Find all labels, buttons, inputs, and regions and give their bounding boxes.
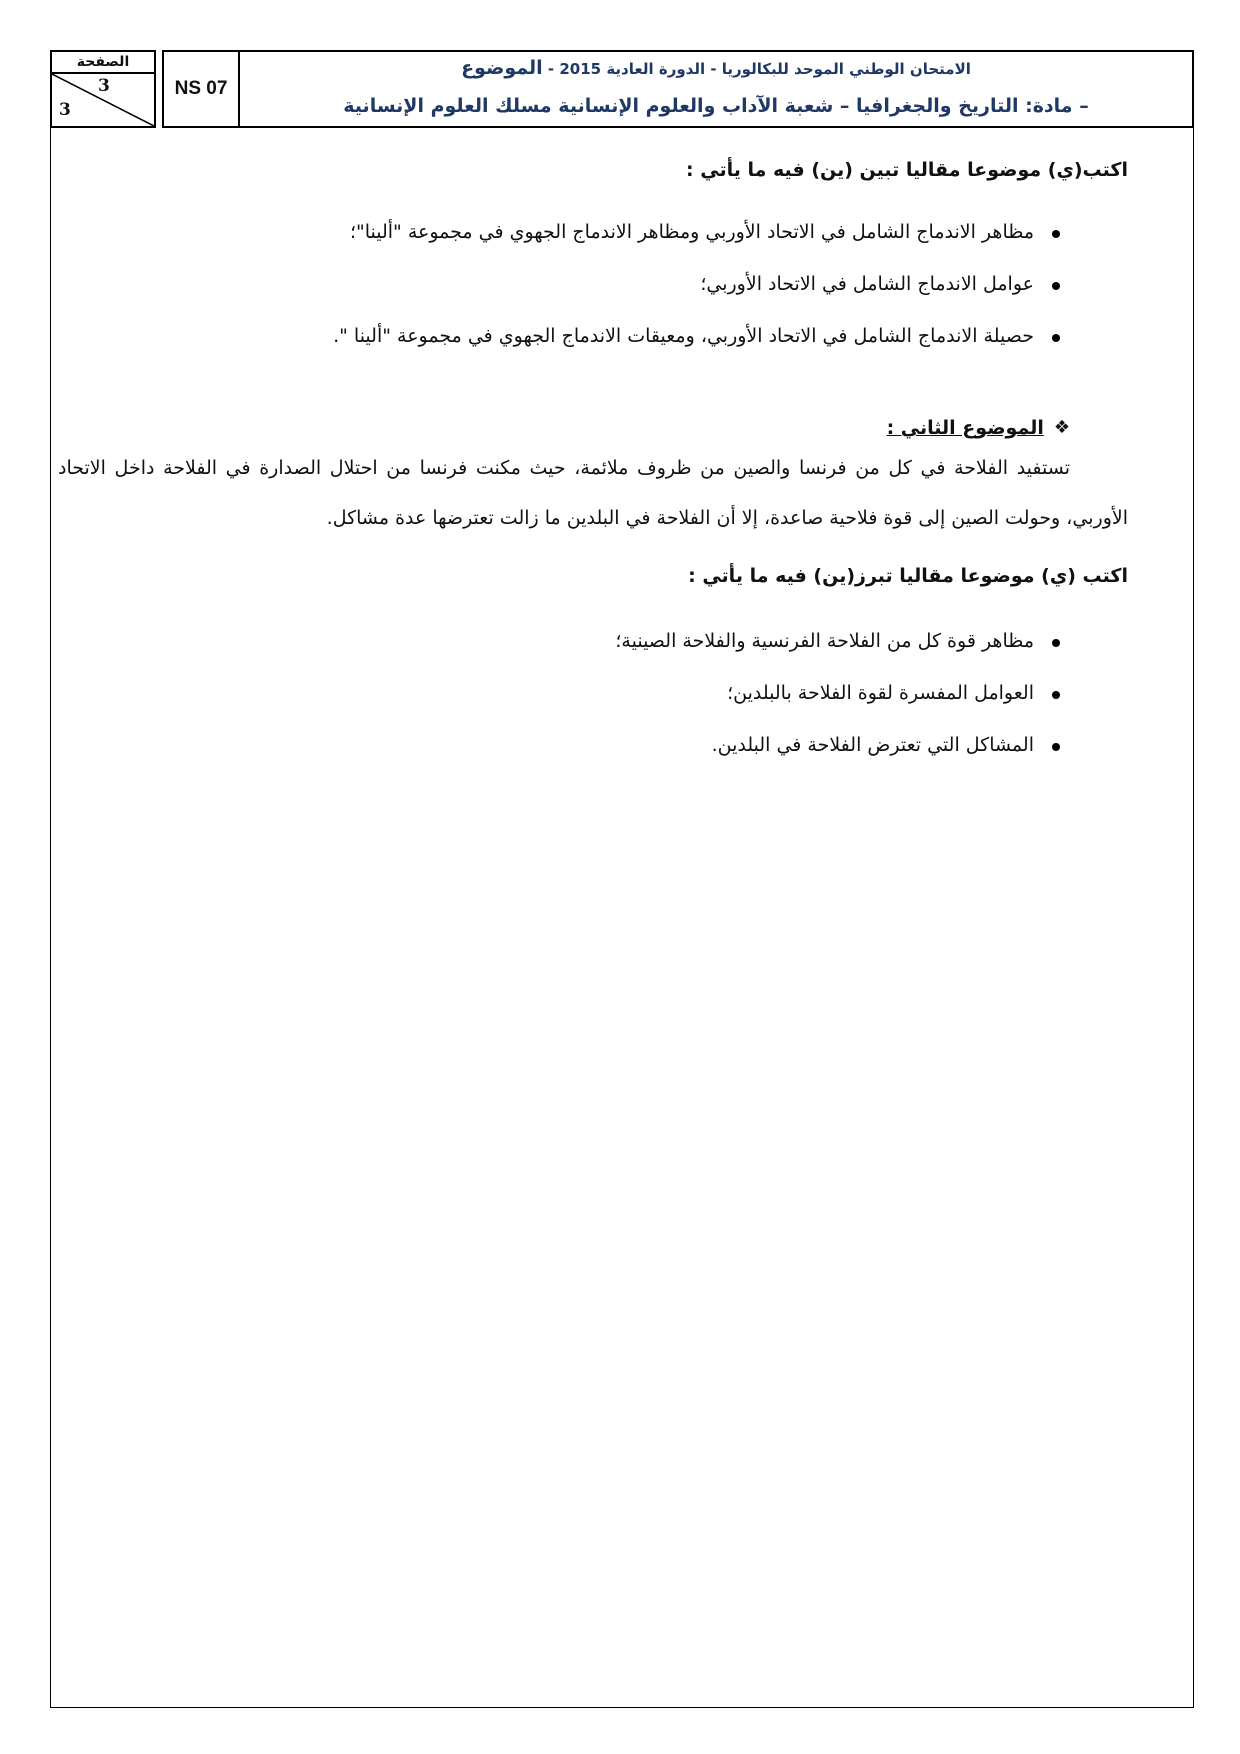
page-number-box [50,50,156,128]
page-content [58,150,1128,782]
part2-paragraph: تستفيد الفلاحة في كل من فرنسا والصين من ظروف ملائمة، حيث مكنت فرنسا من احتلال الصدارة في الفلاحة داخل الاتحاد الأوربي، وحولت الصين إلى قوة فلاحية صاعدة، إلا أن الفلاحة في البلدين ما زالت تعترضها عدة مشاكل. [58,457,1128,529]
exam-title-line [240,56,1192,81]
part1-instruction: اكتب(ي) موضوعا مقاليا تبين (ين) فيه ما يأتي : [686,159,1128,181]
list-item: عوامل الاندماج الشامل في الاتحاد الأوربي؛ [58,269,1060,299]
page-total-number: 3 [59,100,71,120]
diamond-star-icon: ❖ [1053,417,1070,438]
exam-topic-label: الموضوع [461,57,543,79]
exam-header [50,50,1194,128]
exam-subject-line: – مادة: التاريخ والجغرافيا – شعبة الآداب والعلوم الإنسانية مسلك العلوم الإنسانية [343,95,1089,117]
list-item: مظاهر الاندماج الشامل في الاتحاد الأوربي ومظاهر الاندماج الجهوي في مجموعة "ألينا"؛ [58,217,1060,247]
list-item: مظاهر قوة كل من الفلاحة الفرنسية والفلاحة الصينية؛ [58,626,1060,656]
part2-bullet-list [58,626,1128,760]
list-item: حصيلة الاندماج الشامل في الاتحاد الأوربي، ومعيقات الاندماج الجهوي في مجموعة "ألينا ". [58,321,1060,351]
part2-instruction: اكتب (ي) موضوعا مقاليا تبرز(ين) فيه ما يأتي : [688,565,1128,587]
list-item: المشاكل التي تعترض الفلاحة في البلدين. [58,730,1060,760]
exam-session-text: الامتحان الوطني الموحد للبكالوريا - الدورة العادية 2015 - [547,60,971,78]
exam-title-box [238,50,1194,128]
part1-bullet-list [58,217,1128,351]
section-heading-text: الموضوع الثاني : [886,417,1044,439]
section-heading [58,413,1128,443]
page-current-number: 3 [98,76,110,96]
exam-code: NS 07 [162,50,238,128]
page-label: الصفحة [52,52,154,74]
list-item: العوامل المفسرة لقوة الفلاحة بالبلدين؛ [58,678,1060,708]
